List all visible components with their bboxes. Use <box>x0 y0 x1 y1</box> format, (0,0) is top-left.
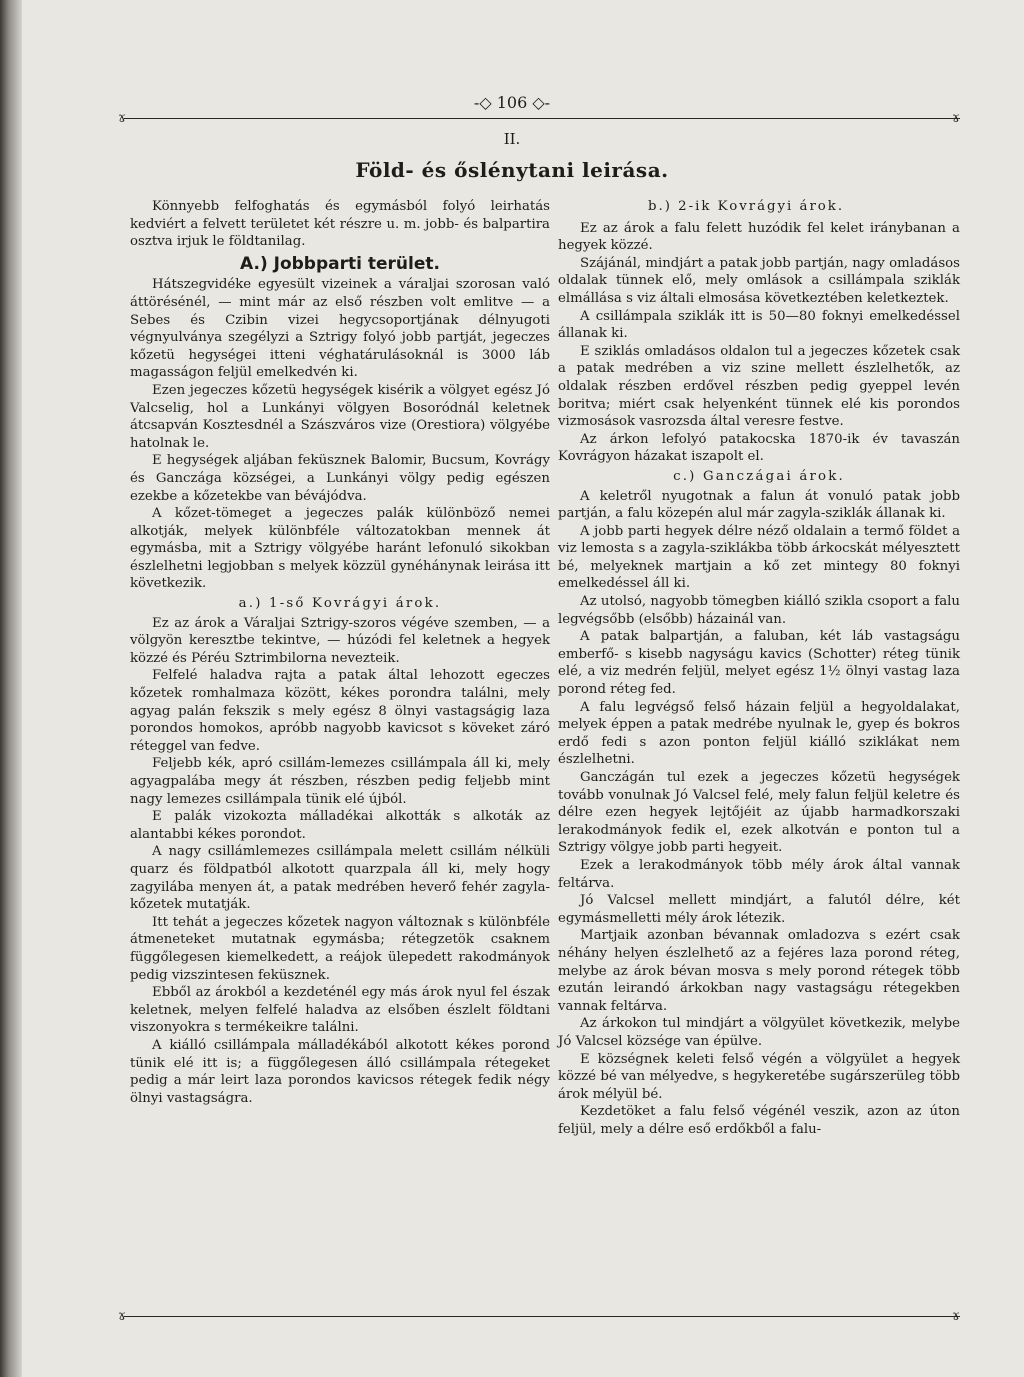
page-number: -◇ 106 ◇- <box>473 93 551 112</box>
header-rule <box>124 118 960 119</box>
section-number: II. <box>503 130 521 148</box>
subsection-heading: a.) 1-ső Kovrágyi árok. <box>238 596 442 612</box>
paragraph: Az árkon lefolyó patakocska 1870-ik év tavaszán Kovrágyon házakat iszapolt el. <box>558 431 960 465</box>
paragraph: Ez az árok a Váraljai Sztrigy-szoros végéve szemben, — a völgyön keresztbe tekintve, — húzódi fel keletnek a hegyek közzé és Péréu Sztrimbilorna nevezteik. <box>130 615 550 666</box>
paragraph: E sziklás omladásos oldalon tul a jegeczes kőzetek csak a patak medrében a viz szine mellett észlelhetők, az oldalak részben erdővel részben pedig gyeppel levén boritva; miért csak helyenként tünnek elé kis porondos vizmosások vasrozsda által veresre festve. <box>558 343 960 430</box>
paragraph: Kezdetöket a falu felső végénél veszik, azon az úton feljül, mely a délre eső erdőkből a falu- <box>558 1104 960 1137</box>
paragraph: E községnek keleti felső végén a völgyület a hegyek közzé bé van mélyedve, s hegykeretébe sugárszerüleg több árok mélyül bé. <box>558 1051 960 1102</box>
subsection-heading: b.) 2-ik Kovrágyi árok. <box>648 199 845 214</box>
left-flourish-ornament: ɤ <box>118 110 126 126</box>
paragraph: A keletről nyugotnak a falun át vonuló patak jobb partján, a falu közepén alul már zagyla-sziklák állanak ki. <box>558 488 960 522</box>
paragraph: A jobb parti hegyek délre néző oldalain a termő földet a viz lemosta s a zagyla-sziklákba több árkocskát mélyesztett bé, melyeknek martjain a kő zet mintegy 80 foknyi emelkedéssel áll ki. <box>558 523 960 592</box>
paragraph: A falu legvégső felső házain feljül a hegyoldalakat, melyek éppen a patak medrébe nyulnak le, gyep és bokros erdő fedi s azon ponton feljül kiálló sziklákat nem észlelhetni. <box>558 699 960 768</box>
paragraph: Felfelé haladva rajta a patak által lehozott egeczes kőzetek romhalmaza között, kékes porondra találni, mely agyag palán fekszik s mely egész 8 ölnyi vastagságig laza porondos homokos, apróbb nagyobb kavicsot s köveket záró réteggel van fedve. <box>130 668 550 754</box>
paragraph: Ganczágán tul ezek a jegeczes kőzetü hegységek tovább vonulnak Jó Valcsel felé, mely falun feljül keletre és délre ezen hegyek lejtőjéit az újabb harmadkorszaki lerakodmányok fedik el, ezek alkotván e ponton tul a Sztrigy völgye jobb parti hegyeit. <box>558 770 960 856</box>
paragraph: Az utolsó, nagyobb tömegben kiálló szikla csoport a falu legvégsőbb (elsőbb) házainál van. <box>558 594 960 627</box>
paragraph: Ezek a lerakodmányok több mély árok által vannak feltárva. <box>558 857 960 891</box>
paragraph: Itt tehát a jegeczes kőzetek nagyon változnak s különbféle átmeneteket mutatnak egymásba; rétegzetök csaknem függőlegesen kiemelkedett, a reájok ülepedett rakodmányok pedig vizszintesen feküsznek. <box>130 914 550 983</box>
paragraph: A nagy csillámlemezes csillámpala melett csillám nélküli quarz és földpatból alkotott quarzpala áll ki, mely hogy zagyilába menyen át, a patak medrében heverő fehér zagyla-kőzetek mutatják. <box>130 844 550 913</box>
paragraph: Martjaik azonban bévannak omladozva s ezért csak néhány helyen észlelhető az a fejéres laza porond réteg, melybe az árok bévan mosva s mely porond rétegek több ezután leirandó árkokban nagy vastagságu rétegekben vannak feltárva. <box>558 928 960 1014</box>
bottom-right-flourish-ornament: ɤ <box>952 1308 960 1324</box>
book-spine-shadow <box>0 0 22 1377</box>
right-column <box>558 198 960 1138</box>
paragraph: A kőzet-tömeget a jegeczes palák különböző nemei alkotják, melyek különbféle változatokban mennek át egymásba, mit a Sztrigy völgyébe haránt lefonuló sikokban észlelhetni legjobban s melyek közzül gynéhánynak leirása itt következik. <box>130 506 550 592</box>
right-flourish-ornament: ɤ <box>952 110 960 126</box>
paragraph: Hátszegvidéke egyesült vizeinek a váraljai szorosan való áttörésénél, — mint már az első részben volt emlitve — a Sebes és Czibin vizei hegycsoportjának délnyugoti végnyulványa szegélyzi a Sztrigy folyó jobb partját, jegeczes kőzetü hegységei itteni véghatárulásoknál is 3000 láb magasságon feljül emelkedvén ki. <box>130 277 550 381</box>
paragraph: Jó Valcsel mellett mindjárt, a falutól délre, két egymásmelletti mély árok létezik. <box>558 893 960 926</box>
left-column <box>130 198 550 1107</box>
paragraph: Ezen jegeczes kőzetü hegységek kisérik a völgyet egész Jó Valcselig, hol a Lunkányi völgyen Bosoródnál keletnek átcsapván Kosztesdnél a Szászváros vize (Orestiora) völgyébe hatolnak le. <box>130 382 550 451</box>
paragraph: A patak balpartján, a faluban, két láb vastagságu emberfő- s kisebb nagyságu kavics (Schotter) réteg tünik elé, a viz medrén feljül, melyet egész 1½ ölnyi vastag laza porond réteg fed. <box>558 629 960 698</box>
paragraph: Ez az árok a falu felett huzódik fel kelet iránybanan a hegyek közzé. <box>558 220 960 254</box>
paragraph: Könnyebb felfoghatás és egymásból folyó leirhatás kedviért a felvett területet két részre u. m. jobb- és balpartira osztva irjuk le földtanilag. <box>130 199 550 250</box>
paragraph: Szájánál, mindjárt a patak jobb partján, nagy omladásos oldalak tünnek elő, mely omlások a csillámpala sziklák elmállása s viz általi elmosása következtében keletkeztek. <box>558 255 960 306</box>
paragraph: Feljebb kék, apró csillám-lemezes csillámpala áll ki, mely agyagpalába megy át részben, részben pedig feljebb mint nagy lemezes csillámpala tünik elé újból. <box>130 756 550 807</box>
subheading: A.) Jobbparti terület. <box>240 253 440 274</box>
paragraph: Az árkokon tul mindjárt a völgyület következik, melybe Jó Valcsel községe van épülve. <box>558 1016 960 1049</box>
paragraph: E palák vizokozta málladékai alkották s alkoták az alantabbi kékes porondot. <box>130 809 550 842</box>
paragraph: A kiálló csillámpala málladékából alkotott kékes porond tünik elé itt is; a függőlegesen álló csillámpala rétegeket pedig a már leirt laza porondos kavicsos rétegek fedik négy ölnyi vastagságra. <box>130 1037 550 1106</box>
paragraph: Ebből az árokból a kezdeténél egy más árok nyul fel észak keletnek, melyen felfelé haladva az elsőben észlelt földtani viszonyokra s termékeikre találni. <box>130 985 550 1036</box>
paragraph: E hegységek aljában feküsznek Balomir, Bucsum, Kovrágy és Ganczága községei, a Lunkányi völgy pedig egészen ezekbe a kőzetekbe van bévájódva. <box>130 453 550 504</box>
paragraph: A csillámpala sziklák itt is 50—80 foknyi emelkedéssel állanak ki. <box>558 308 960 342</box>
footer-rule <box>124 1316 960 1317</box>
bottom-left-flourish-ornament: ɤ <box>118 1308 126 1324</box>
page-title: Föld- és őslénytani leirása. <box>355 158 669 182</box>
subsection-heading: c.) Ganczágai árok. <box>673 468 845 484</box>
